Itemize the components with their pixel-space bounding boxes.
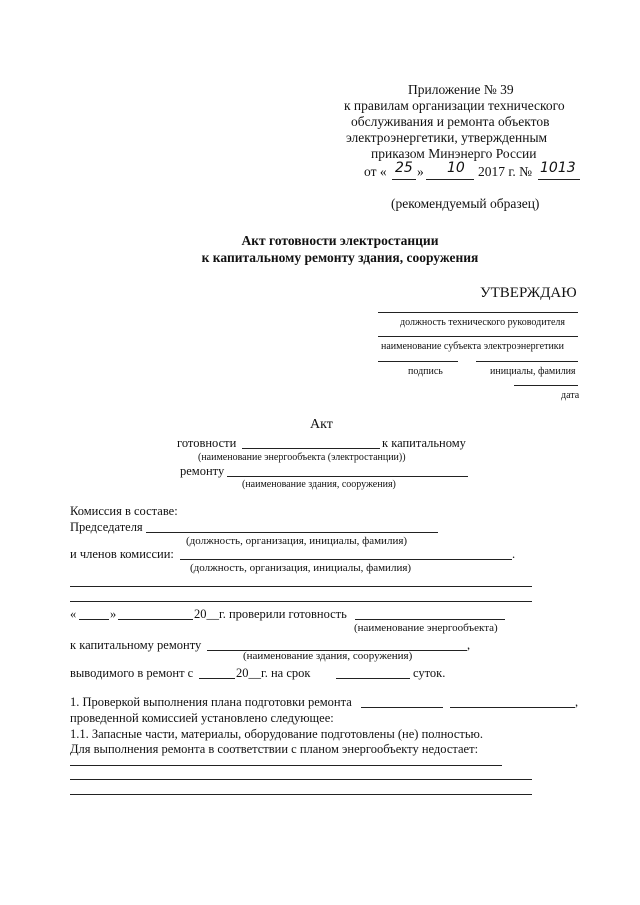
building-line	[227, 476, 468, 477]
entity-caption: наименование субъекта электроэнергетики	[381, 341, 565, 352]
check-month-line	[118, 619, 193, 620]
approve-heading: УТВЕРЖДАЮ	[480, 285, 577, 301]
check-comma: ,	[467, 638, 471, 652]
appendix-line: обслуживания и ремонта объектов	[351, 114, 550, 129]
readiness-label: готовности	[177, 436, 237, 450]
output-term-line	[336, 678, 410, 679]
members-dot: .	[512, 547, 516, 561]
chairman-label: Председателя	[70, 520, 143, 534]
signature-caption: подпись	[408, 366, 443, 377]
appendix-line: электроэнергетики, утвержденным	[346, 130, 548, 145]
position-caption: должность технического руководителя	[400, 317, 565, 328]
entity-line	[378, 336, 578, 337]
act-heading: Акт	[310, 417, 333, 432]
output-year: 20__г. на срок	[236, 666, 311, 680]
shortage-line	[70, 794, 532, 795]
sample-note: (рекомендуемый образец)	[391, 196, 540, 211]
check-object-line	[355, 619, 505, 620]
output-prefix: выводимого в ремонт с	[70, 666, 194, 680]
title-line-2: к капитальному ремонту здания, сооружения	[201, 250, 479, 265]
date-line	[514, 385, 578, 386]
building-caption: (наименование здания, сооружения)	[242, 479, 396, 490]
chairman-caption: (должность, организация, инициалы, фамилия)	[186, 535, 408, 547]
commission-composition: Комиссия в составе:	[70, 504, 178, 518]
output-days: суток.	[413, 666, 446, 680]
members-line	[180, 559, 512, 560]
appendix-number: Приложение № 39	[408, 82, 514, 97]
appendix-date-number: 1013	[540, 160, 576, 176]
appendix-date-day: 25	[395, 160, 413, 176]
members-caption: (должность, организация, инициалы, фамилия)	[190, 562, 412, 574]
check-building-caption: (наименование здания, сооружения)	[243, 650, 413, 662]
section1-comma: ,	[575, 695, 579, 709]
appendix-date-prefix: от «	[364, 164, 387, 179]
date-number-underline	[538, 179, 580, 180]
check-day-line	[79, 619, 109, 620]
section1-line3: 1.1. Запасные части, материалы, оборудование подготовлены (не) полностью.	[70, 727, 484, 741]
appendix-date-month: 10	[447, 160, 465, 176]
section1-line-b	[450, 707, 575, 708]
members-label: и членов комиссии:	[70, 547, 174, 561]
section1-line1: 1. Проверкой выполнения плана подготовки ремонта	[70, 695, 352, 709]
appendix-date-year: 2017 г. №	[478, 164, 533, 179]
object-line	[242, 448, 380, 449]
appendix-line: приказом Минэнерго России	[371, 146, 537, 161]
check-quote-close: »	[110, 607, 117, 621]
members-extra-line	[70, 601, 532, 602]
check-object-caption: (наименование энергообъекта)	[354, 622, 498, 634]
date-month-underline	[426, 179, 474, 180]
repair-label: ремонту	[180, 464, 225, 478]
date-caption: дата	[561, 390, 580, 401]
date-day-underline	[392, 179, 416, 180]
object-caption: (наименование энергообъекта (электростанции))	[198, 452, 406, 463]
to-capital-label: к капитальному	[382, 436, 466, 450]
section1-line-a	[361, 707, 443, 708]
output-date-line	[199, 678, 235, 679]
shortage-line	[70, 779, 532, 780]
appendix-date-quote: »	[417, 164, 424, 179]
check-year-text: 20__г. проверили готовность	[194, 607, 347, 621]
position-line	[378, 312, 578, 313]
section1-line4: Для выполнения ремонта в соответствии с планом энергообъекту недостает:	[70, 742, 479, 756]
title-line-1: Акт готовности электростанции	[241, 233, 439, 248]
initials-line	[476, 361, 578, 362]
shortage-line	[70, 765, 502, 766]
check-to-capital: к капитальному ремонту	[70, 638, 202, 652]
check-quote-open: «	[70, 607, 77, 621]
appendix-line: к правилам организации технического	[344, 98, 565, 113]
section1-line2: проведенной комиссией установлено следующее:	[70, 711, 334, 725]
signature-line	[378, 361, 458, 362]
chairman-line	[146, 532, 438, 533]
members-extra-line	[70, 586, 532, 587]
initials-caption: инициалы, фамилия	[490, 366, 576, 377]
